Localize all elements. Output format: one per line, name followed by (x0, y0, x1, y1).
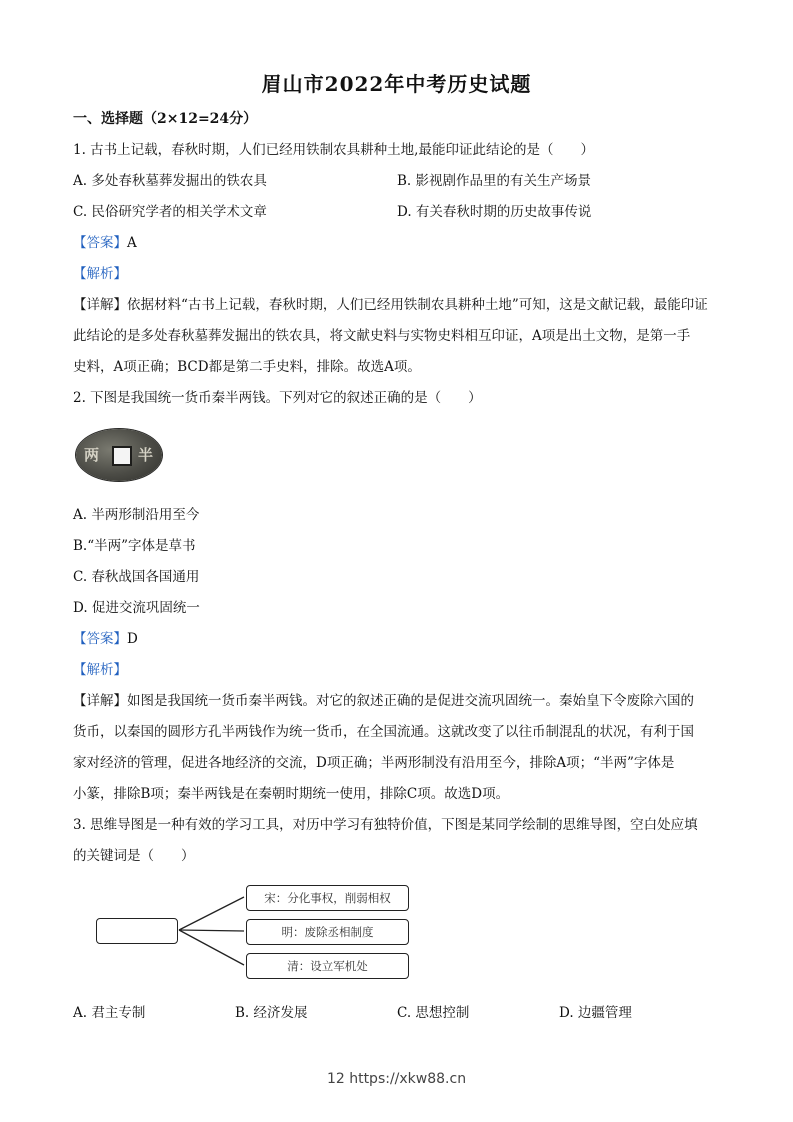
q2-option-a: A. 半两形制沿用至今 (73, 507, 200, 523)
q1-answer (73, 234, 137, 252)
q1-detail-text-1: 依据材料“古书上记载，春秋时期，人们已经用铁制农具耕种土地”可知，这是文献记载，最能印证 (127, 297, 708, 313)
q1-option-a: A. 多处春秋墓葬发掘出的铁农具 (73, 173, 267, 189)
q2-option-c: C. 春秋战国各国通用 (73, 569, 200, 585)
q2-detail-tag: 【详解】 (73, 693, 127, 709)
q2-answer-value: D (127, 631, 138, 647)
q2-answer (73, 630, 138, 648)
mind-map-box-song: 宋：分化事权，削弱相权 (246, 885, 409, 911)
q1-detail-3: 史料，A项正确；BCD都是第二手史料，排除。故选A项。 (73, 359, 421, 375)
mind-map-box-ming: 明：废除丞相制度 (246, 919, 409, 945)
coin-char-right: 半 (138, 446, 154, 464)
q1-detail-1 (73, 296, 708, 314)
q3-stem-1: 3. 思维导图是一种有效的学习工具，对历中学习有独特价值，下图是某同学绘制的思维导图，空白处应填 (73, 817, 698, 833)
q1-answer-value: A (127, 235, 137, 251)
q3-stem-2: 的关键词是（ ） (73, 848, 195, 864)
mind-map-box-qing: 清：设立军机处 (246, 953, 409, 979)
mind-map-blank-box (96, 918, 178, 944)
q2-option-d: D. 促进交流巩固统一 (73, 600, 200, 616)
q3-option-b: B. 经济发展 (235, 1005, 308, 1021)
page-footer: 12 https://xkw88.cn (326, 1071, 467, 1087)
q2-detail-text-1: 如图是我国统一货币秦半两钱。对它的叙述正确的是促进交流巩固统一。秦始皇下令废除六国的 (127, 693, 694, 709)
q1-option-d: D. 有关春秋时期的历史故事传说 (397, 204, 592, 220)
ban-liang-coin-image (74, 425, 166, 485)
q3-option-a: A. 君主专制 (73, 1005, 146, 1021)
q2-stem: 2. 下图是我国统一货币秦半两钱。下列对它的叙述正确的是（ ） (73, 390, 482, 406)
section-heading: 一、选择题（2×12=24分） (73, 111, 258, 127)
page-title: 眉山市2022年中考历史试题 (261, 72, 532, 96)
q2-detail-1 (73, 692, 694, 710)
coin-char-left: 两 (84, 446, 100, 464)
q1-detail-tag: 【详解】 (73, 297, 127, 313)
q1-detail-2: 此结论的是多处春秋墓葬发掘出的铁农具，将文献史料与实物史料相互印证，A项是出土文物，是第一手 (73, 328, 691, 344)
coin-body (76, 429, 162, 481)
q3-option-d: D. 边疆管理 (559, 1005, 632, 1021)
q1-answer-tag: 【答案】 (73, 235, 127, 251)
q2-analysis-tag: 【解析】 (73, 662, 127, 678)
q2-detail-3: 家对经济的管理，促进各地经济的交流，D项正确；半两形制没有沿用至今，排除A项；“半两”字体是 (73, 755, 675, 771)
q1-option-b: B. 影视剧作品里的有关生产场景 (397, 173, 592, 189)
q2-answer-tag: 【答案】 (73, 631, 127, 647)
coin-square-hole (112, 446, 132, 466)
q2-detail-4: 小篆，排除B项；秦半两钱是在秦朝时期统一使用，排除C项。故选D项。 (73, 786, 510, 802)
q1-stem: 1. 古书上记载，春秋时期，人们已经用铁制农具耕种土地,最能印证此结论的是（ ） (73, 142, 594, 158)
q2-detail-2: 货币，以秦国的圆形方孔半两钱作为统一货币，在全国流通。这就改变了以往币制混乱的状况，有利于国 (73, 724, 694, 740)
mind-map-diagram (94, 880, 414, 980)
q1-analysis-tag: 【解析】 (73, 266, 127, 282)
q1-option-c: C. 民俗研究学者的相关学术文章 (73, 204, 267, 220)
q3-option-c: C. 思想控制 (397, 1005, 470, 1021)
q2-option-b: B.“半两”字体是草书 (73, 538, 196, 554)
